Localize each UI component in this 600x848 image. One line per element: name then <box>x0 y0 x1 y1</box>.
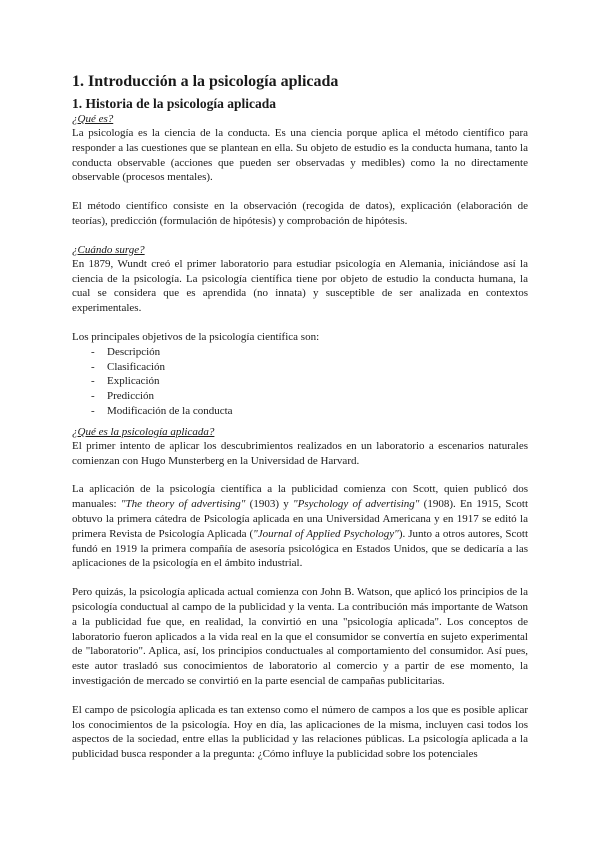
paragraph-field: El campo de psicología aplicada es tan extenso como el número de campos a los que es posible aplicar los conocimientos de la psicología. Hoy en día, las aplicaciones de la misma, incluyen casi todos los aspectos de la sociedad, entre ellas la publicidad y las relaciones públicas. La psicología aplicada a la publicidad busca responder a la pregunta: ¿Cómo influye la publicidad sobre los potenciales <box>72 703 528 761</box>
objectives-list <box>72 345 528 419</box>
objectives-intro: Los principales objetivos de la psicología científica son: <box>72 330 320 343</box>
paragraph-munsterberg: El primer intento de aplicar los descubrimientos realizados en un laboratorio a escenarios naturales comienzan con Hugo Munsterberg en la Universidad de Harvard. <box>72 439 528 467</box>
paragraph-scientific-method: El método científico consiste en la observación (recogida de datos), explicación (elaboración de teorías), predicción (formulación de hipótesis) y comprobación de hipótesis. <box>72 200 528 227</box>
list-item: - Explicación <box>91 374 528 389</box>
paragraph-wundt: En 1879, Wundt creó el primer laboratorio para estudiar psicología en Alemania, iniciándose así la ciencia de la psicología. La psicología científica tiene por objeto de estudio la conducta humana, la cual se considera que es aprendida (no innata) y susceptible de ser analizada en contextos experimentales. <box>72 257 528 315</box>
paragraph-definition: La psicología es la ciencia de la conducta. Es una ciencia porque aplica el método científico para responder a las cuestiones que se plantean en ella. Su objeto de estudio es la conducta humana, tanto la conducta observable (acciones que pueden ser observadas y medibles) como la no directamente observable (procesos mentales). <box>72 127 528 184</box>
section-heading: 1. Historia de la psicología aplicada <box>72 96 277 111</box>
question-applied: ¿Qué es la psicología aplicada? <box>72 425 215 438</box>
document-title: 1. Introducción a la psicología aplicada <box>72 73 339 90</box>
list-item: - Predicción <box>91 389 528 404</box>
list-item: - Clasificación <box>91 360 528 375</box>
paragraph-scott: La aplicación de la psicología científica a la publicidad comienza con Scott, quien publicó dos manuales: "The theory of advertising" (1903) y "Psychology of advertising" (1908). En 1915, Scott obtuvo la primera cátedra de Psicología aplicada en una Universidad Americana y en 1917 se editó la primera Revista de Psicología Aplicada ("Journal of Applied Psychology"). Junto a otros autores, Scott fundó en 1919 la primera compañía de asesoría psicológica en Estados Unidos, que se dedicaría a las aplicaciones de la psicología en el ámbito industrial. <box>72 483 529 570</box>
document-page <box>72 72 528 762</box>
list-item: - Modificación de la conducta <box>91 404 528 419</box>
question-when: ¿Cuándo surge? <box>72 243 145 256</box>
question-what-is: ¿Qué es? <box>72 113 114 125</box>
list-item: - Descripción <box>91 345 528 360</box>
paragraph-watson: Pero quizás, la psicología aplicada actual comienza con John B. Watson, que aplicó los principios de la psicología conductual al campo de la publicidad y la venta. La contribución más importante de Watson a la publicidad fue que, en realidad, la convirtió en una "psicología aplicada". Los conceptos de laboratorio fueron aplicados a la vida real en la que el consumidor se convertía en sujeto experimental de "laboratorio". Aplica, así, los principios conductuales al comportamiento del consumidor. Así pues, este autor trasladó sus conocimientos de laboratorio al comercio y a partir de ese momento, la investigación de mercado se convirtió en la parte esencial de campañas publicitarias. <box>72 586 528 687</box>
